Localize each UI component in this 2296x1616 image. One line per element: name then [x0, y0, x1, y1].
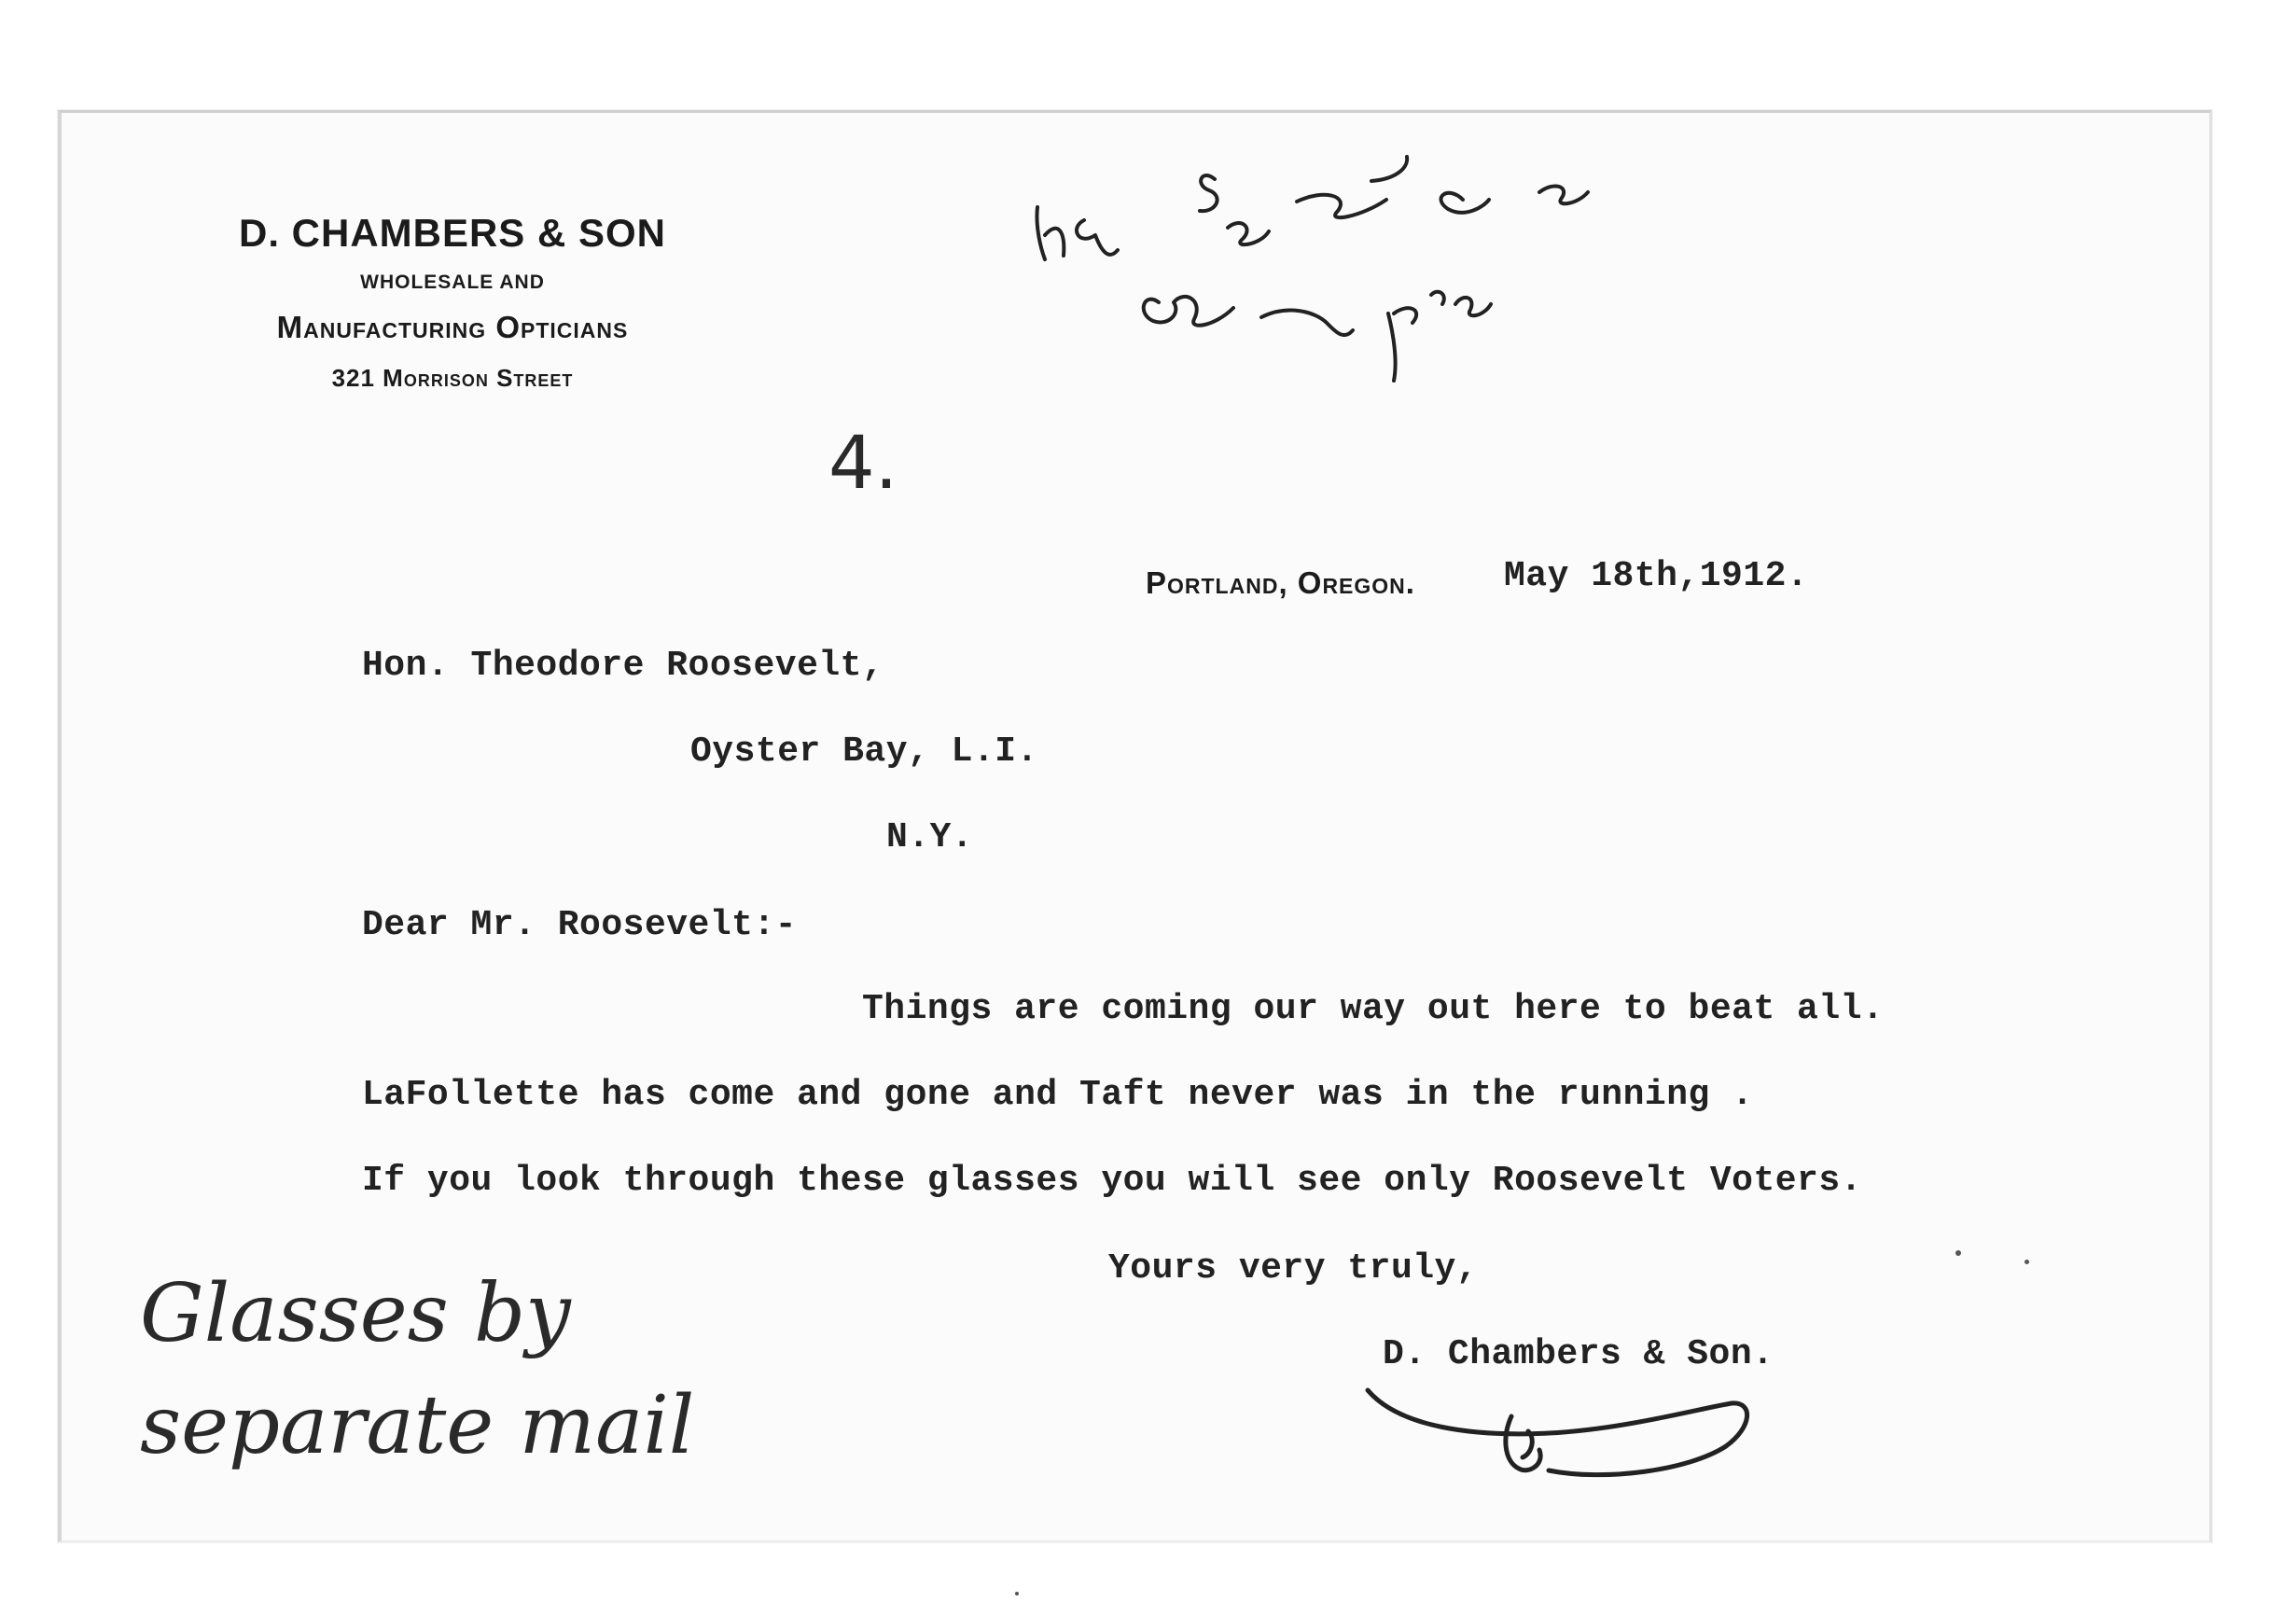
shorthand-stroke — [1037, 207, 1045, 259]
handwritten-note-line1: Glasses by — [140, 1267, 571, 1360]
shorthand-stroke — [1394, 308, 1416, 323]
letterhead-line1: WHOLESALE AND — [360, 272, 545, 293]
closing: Yours very truly, — [1108, 1248, 1479, 1289]
shorthand-stroke — [1388, 313, 1396, 381]
letterhead-city: Portland, Oregon. — [1146, 565, 1415, 600]
letterhead-company: D. CHAMBERS & SON — [238, 211, 667, 255]
letterhead — [149, 210, 756, 397]
typed-signature: D. Chambers & Son. — [1383, 1334, 1774, 1374]
letterhead-line2: Manufacturing Opticians — [276, 310, 629, 344]
shorthand-stroke — [1440, 193, 1489, 213]
recipient-name: Hon. Theodore Roosevelt, — [362, 646, 884, 686]
shorthand-stroke — [1144, 297, 1233, 326]
letter-date: May 18th,1912. — [1504, 556, 1809, 596]
recipient-address-line1: Oyster Bay, L.I. — [690, 731, 1038, 772]
shorthand-stroke — [1431, 292, 1444, 304]
body-line-1: Things are coming our way out here to beat all. — [862, 989, 1885, 1029]
shorthand-stroke — [1077, 220, 1118, 255]
shorthand-stroke — [1371, 157, 1407, 181]
folio-number: 4. — [828, 422, 898, 506]
shorthand-stroke — [1297, 195, 1386, 217]
shorthand-stroke — [1455, 298, 1491, 315]
shorthand-stroke — [1261, 311, 1353, 335]
letterhead-address: 321 Morrison Street — [331, 364, 574, 392]
handwritten-note-line2: separate mail — [140, 1379, 695, 1472]
body-line-2: LaFollette has come and gone and Taft never was in the running . — [362, 1075, 1754, 1115]
shorthand-stroke — [1539, 186, 1588, 203]
paper-speck — [2025, 1260, 2029, 1264]
shorthand-stroke — [1045, 229, 1064, 256]
salutation: Dear Mr. Roosevelt:- — [362, 905, 798, 945]
shorthand-notation — [1017, 131, 1726, 411]
shorthand-stroke — [1228, 223, 1269, 244]
paper-speck — [1015, 1592, 1019, 1595]
signature-flourish — [1362, 1372, 1754, 1502]
body-line-3: If you look through these glasses you will see only Roosevelt Voters. — [362, 1161, 1862, 1201]
shorthand-stroke — [1200, 175, 1218, 211]
paper-speck — [1955, 1250, 1961, 1256]
recipient-address-line2: N.Y. — [886, 817, 974, 857]
